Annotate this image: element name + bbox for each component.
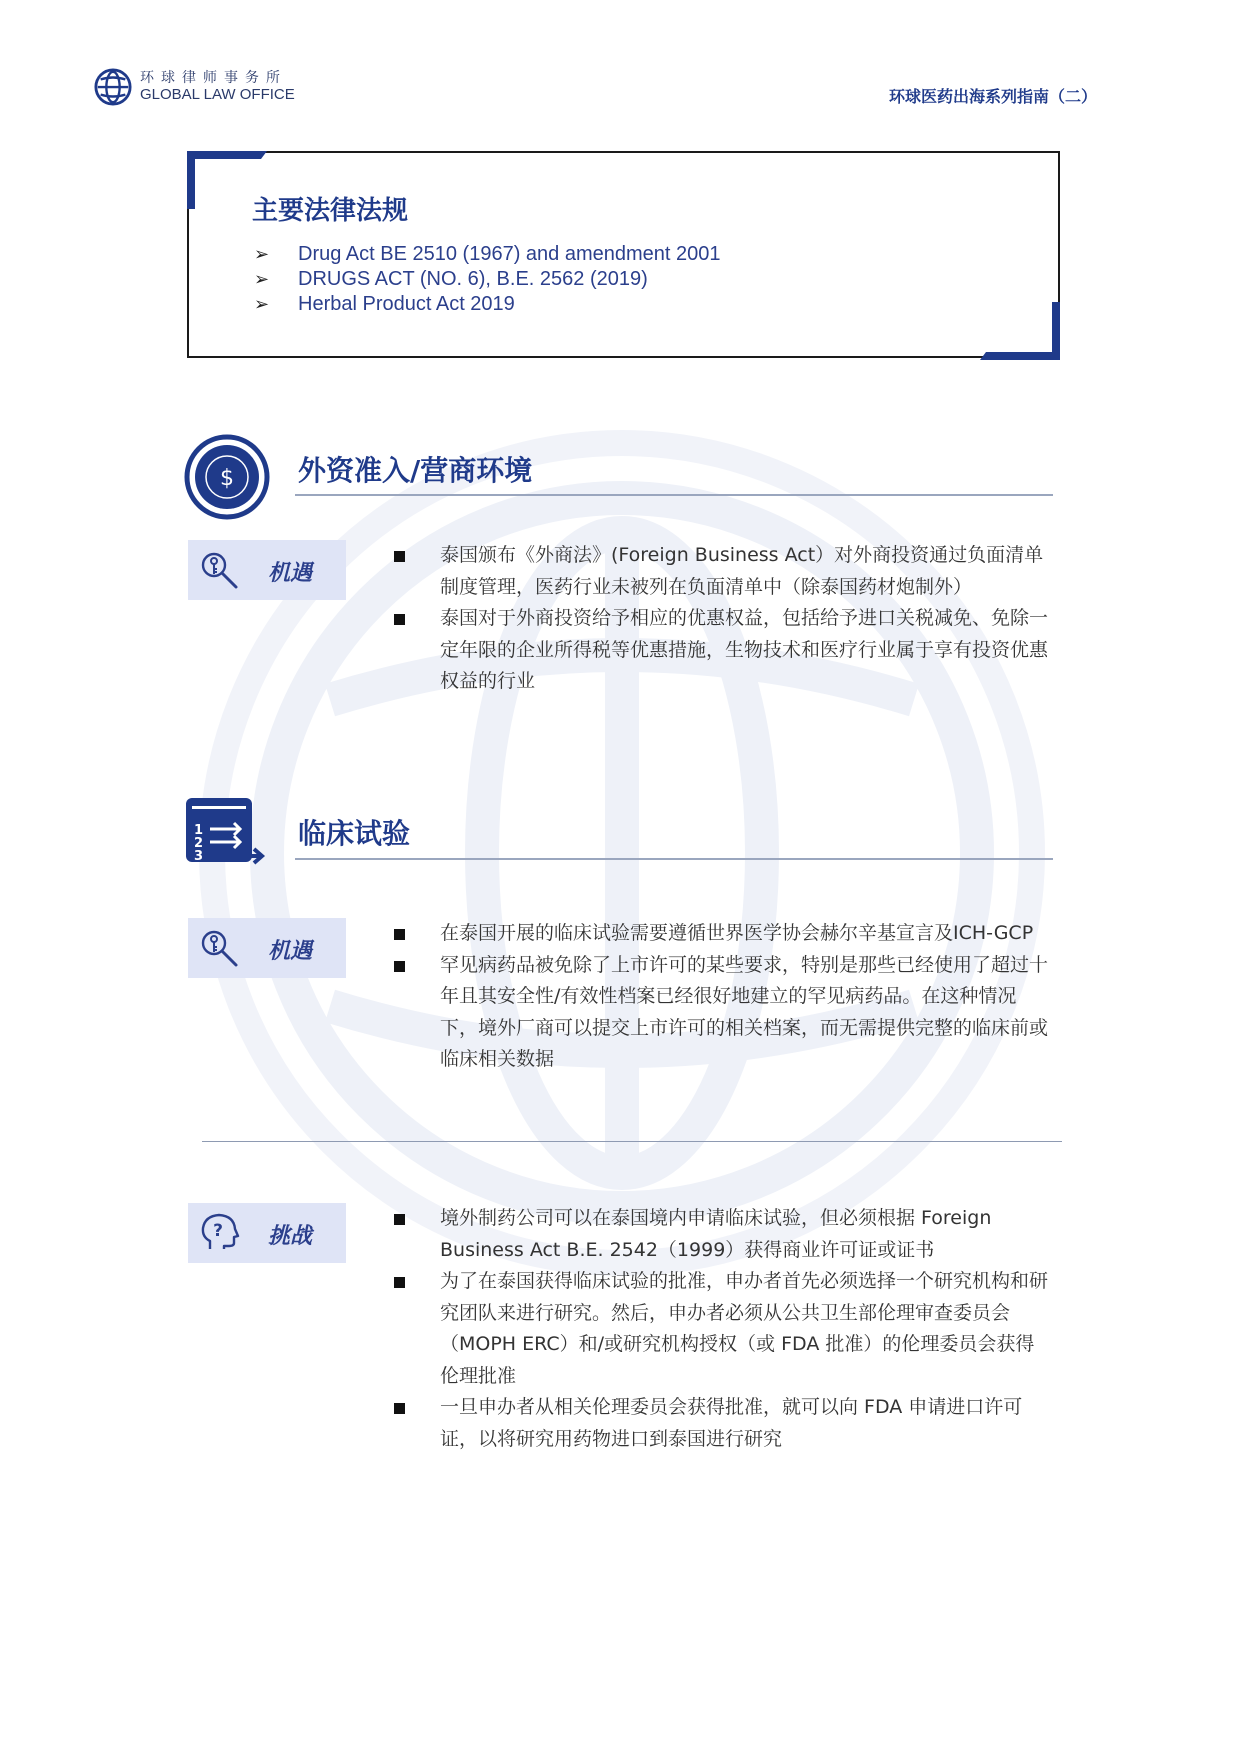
square-bullet-icon: [394, 1277, 405, 1288]
bullet-item: 泰国颁布《外商法》(Foreign Business Act）对外商投资通过负面清单制度管理，医药行业未被列在负面清单中（除泰国药材炮制外）: [392, 540, 1052, 603]
logo-chinese-name: 环球律师事务所: [140, 70, 287, 86]
arrow-bullet-icon: ➢: [254, 244, 270, 265]
square-bullet-icon: [394, 614, 405, 625]
logo-english-name: GLOBAL LAW OFFICE: [140, 86, 295, 103]
section-title-clinical-trials: 临床试验: [298, 817, 411, 850]
square-bullet-icon: [394, 1403, 405, 1414]
bullet-item: 罕见病药品被免除了上市许可的某些要求，特别是那些已经使用了超过十年且其安全性/有效性档案已经很好地建立的罕见病药品。在这种情况下，境外厂商可以提交上市许可的相关档案，而无需提供完整的临床前或临床相关数据: [392, 950, 1052, 1076]
opportunity-tag: [188, 918, 346, 978]
svg-text:1: 1: [194, 823, 204, 838]
svg-text:3: 3: [194, 849, 204, 864]
key-search-icon: [198, 926, 242, 970]
section-underline: [295, 858, 1053, 860]
bullet-item: 境外制药公司可以在泰国境内申请临床试验，但必须根据 Foreign Business Act B.E. 2542（1999）获得商业许可证或证书: [392, 1203, 1052, 1266]
numbered-list-icon: [184, 796, 270, 882]
key-search-icon: [198, 548, 242, 592]
law-item: ➢ DRUGS ACT (NO. 6), B.E. 2562 (2019): [254, 268, 648, 290]
challenge-bullets: [392, 1203, 1052, 1455]
law-item: ➢ Herbal Product Act 2019: [254, 293, 515, 315]
square-bullet-icon: [394, 929, 405, 940]
dollar-coin-icon: [184, 434, 270, 520]
svg-text:2: 2: [194, 836, 204, 851]
square-bullet-icon: [394, 1214, 405, 1225]
arrow-bullet-icon: ➢: [254, 294, 270, 315]
svg-text:?: ?: [213, 1221, 223, 1241]
challenge-label: 挑战: [268, 1224, 313, 1249]
opportunity-bullets: [392, 540, 1052, 698]
bullet-item: 为了在泰国获得临床试验的批准，申办者首先必须选择一个研究机构和研究团队来进行研究。然后，申办者必须从公共卫生部伦理审查委员会（MOPH ERC）和/或研究机构授权（或 FDA 批准）的伦理委员会获得伦理批准: [392, 1266, 1052, 1392]
opportunity-label: 机遇: [268, 561, 313, 586]
thinking-head-icon: [198, 1211, 242, 1255]
square-bullet-icon: [394, 961, 405, 972]
bullet-item: 一旦申办者从相关伦理委员会获得批准，就可以向 FDA 申请进口许可证，以将研究用药物进口到泰国进行研究: [392, 1392, 1052, 1455]
globe-logo-icon: [94, 68, 132, 106]
box-corner-decoration: [980, 302, 1060, 360]
arrow-bullet-icon: ➢: [254, 269, 270, 290]
bullet-item: 泰国对于外商投资给予相应的优惠权益，包括给予进口关税减免、免除一定年限的企业所得税等优惠措施，生物技术和医疗行业属于享有投资优惠权益的行业: [392, 603, 1052, 698]
section-divider: [202, 1141, 1062, 1142]
opportunity-bullets: [392, 918, 1052, 1076]
square-bullet-icon: [394, 551, 405, 562]
bullet-item: 在泰国开展的临床试验需要遵循世界医学协会赫尔辛基宣言及ICH-GCP: [392, 918, 1052, 950]
svg-text:$: $: [220, 466, 234, 491]
opportunity-tag: [188, 540, 346, 600]
section-underline: [295, 494, 1053, 496]
opportunity-label: 机遇: [268, 939, 313, 964]
section-title-foreign-investment: 外资准入/营商环境: [298, 454, 533, 487]
laws-title: 主要法律法规: [252, 196, 409, 226]
law-item: ➢ Drug Act BE 2510 (1967) and amendment 2001: [254, 243, 721, 265]
series-title: 环球医药出海系列指南（二）: [888, 87, 1097, 106]
challenge-tag: [188, 1203, 346, 1263]
